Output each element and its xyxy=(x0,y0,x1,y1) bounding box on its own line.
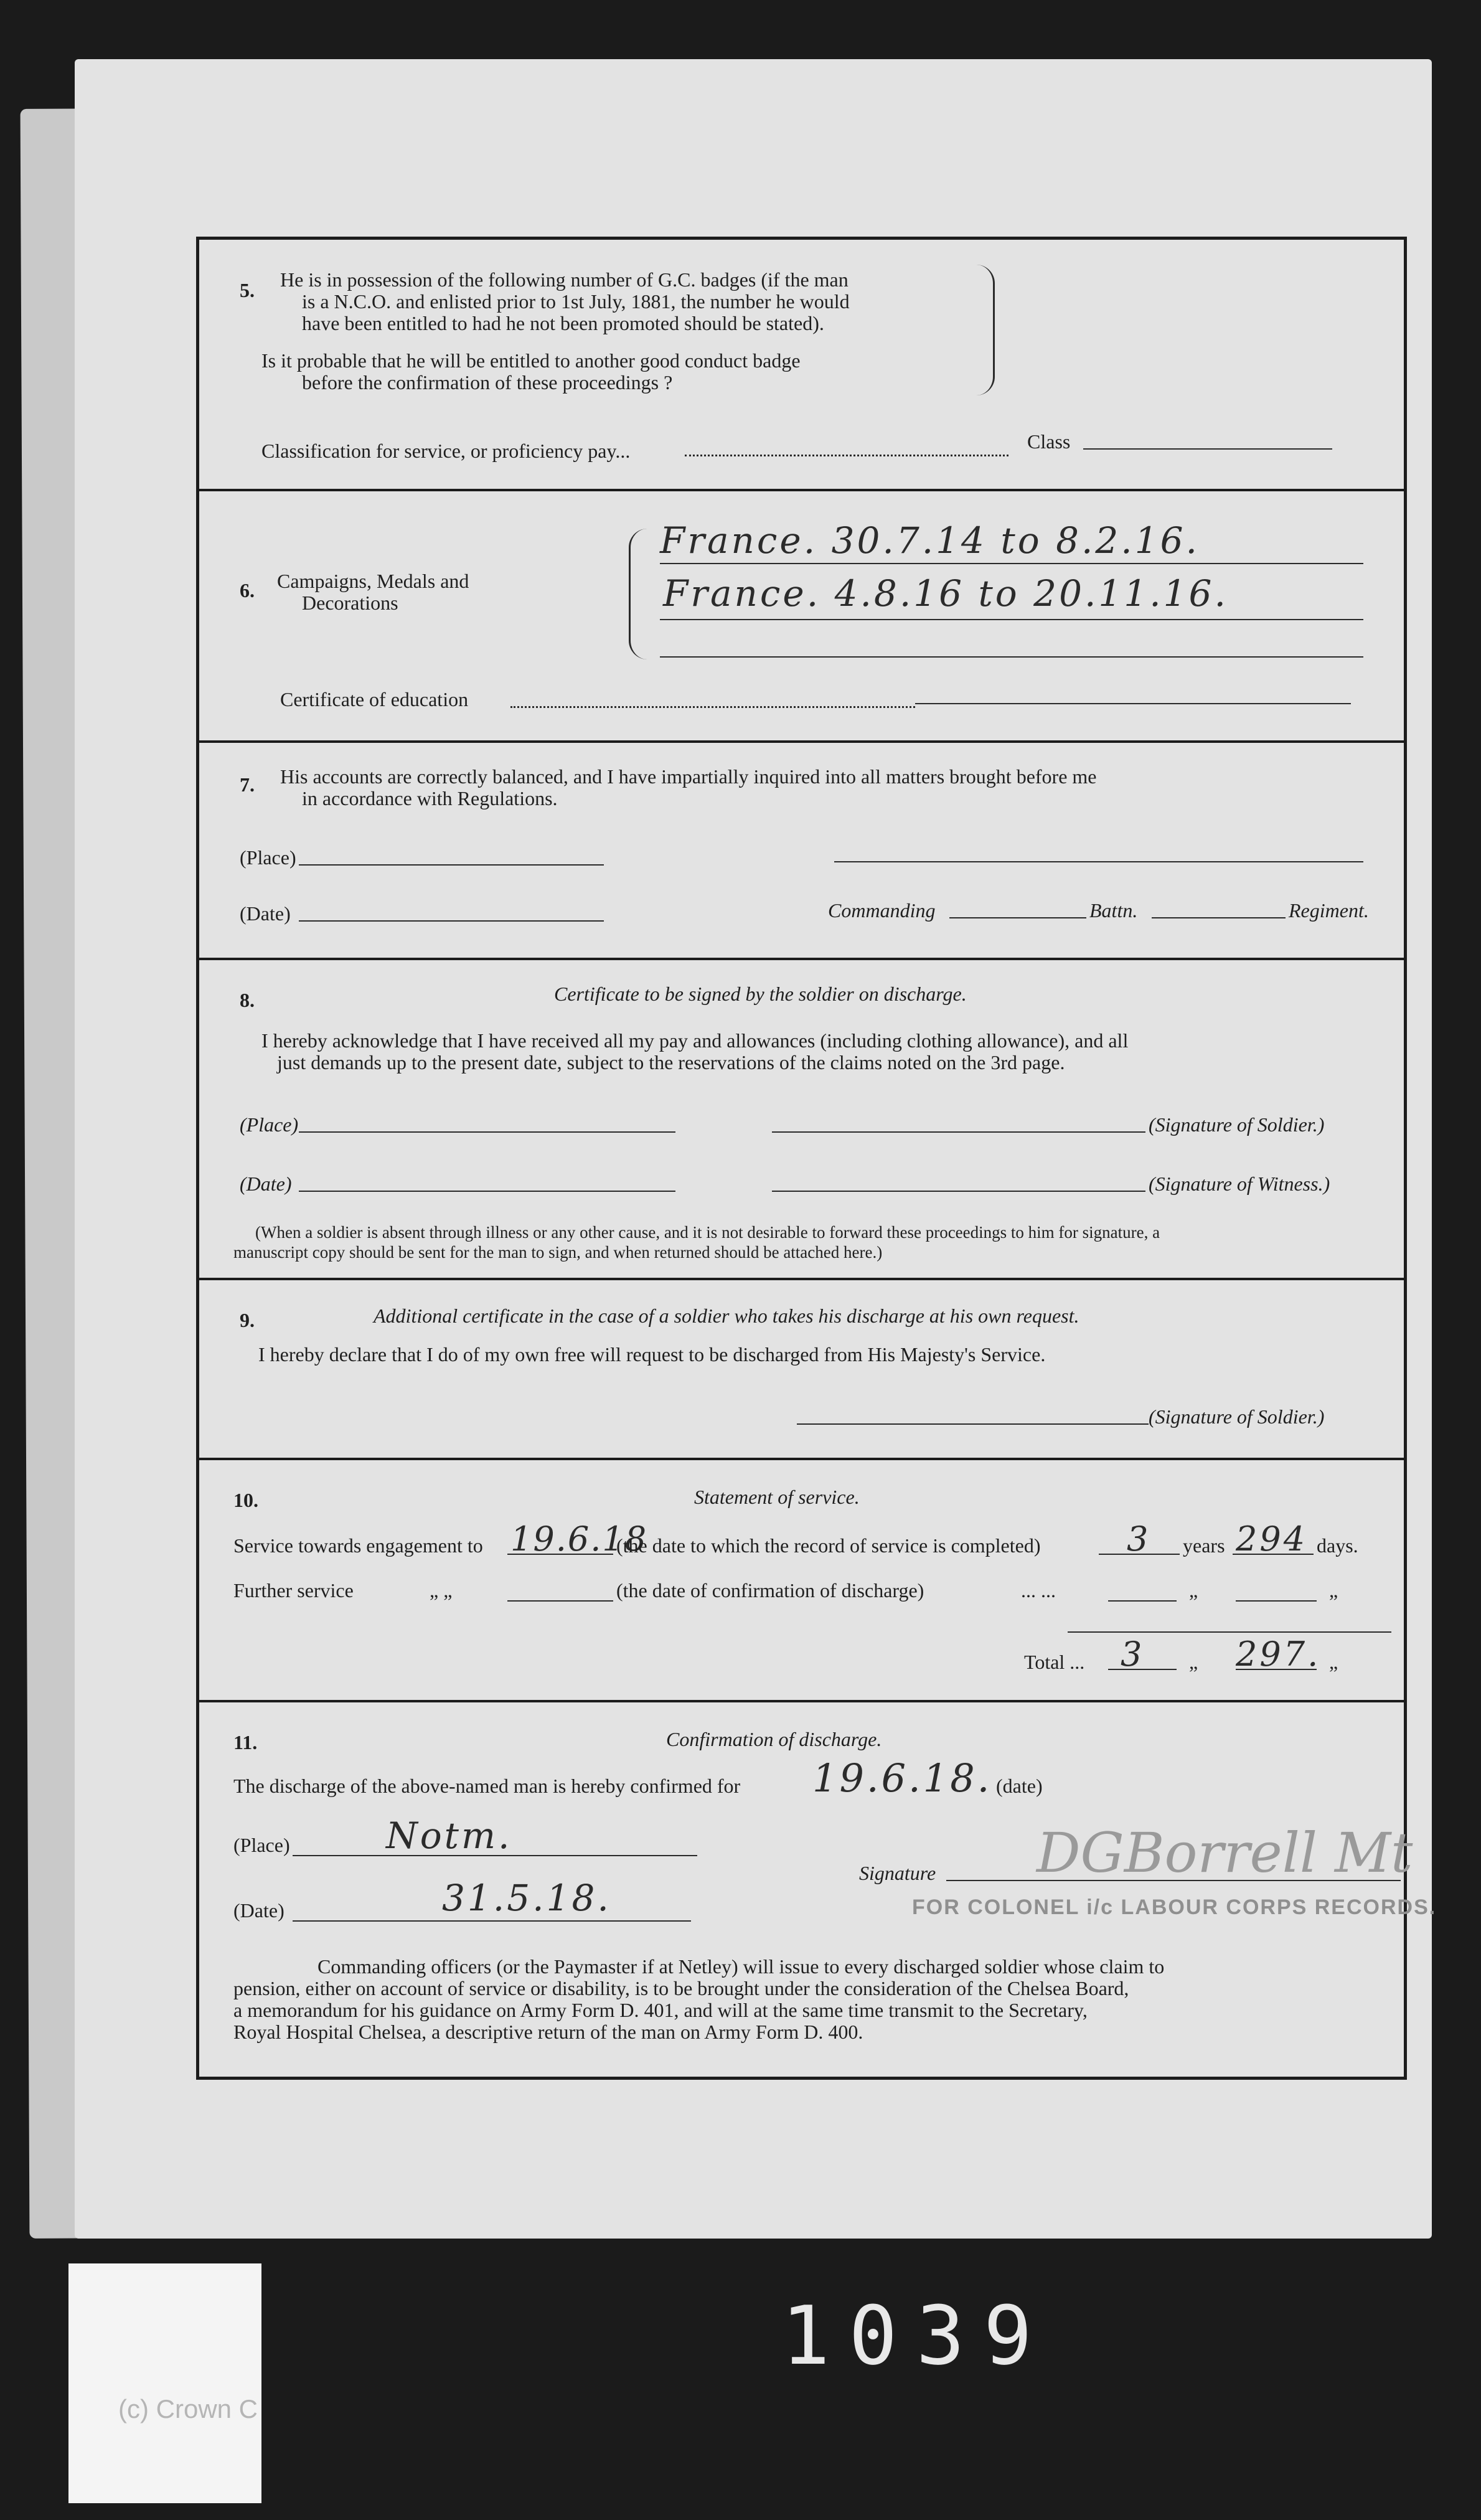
section-9 xyxy=(199,1280,1404,1460)
classification-label: Classification for service, or proficiency pay... xyxy=(261,440,631,462)
section-8-place-label: (Place) xyxy=(240,1113,299,1136)
total-days-quote: „ xyxy=(1329,1651,1338,1673)
section-11-place-label: (Place) xyxy=(233,1834,290,1856)
section-5-line-3: have been entitled to had he not been promoted should be stated). xyxy=(302,312,824,334)
section-5-line-5: before the confirmation of these proceedings ? xyxy=(302,371,673,394)
further-years-quote: „ xyxy=(1189,1579,1198,1602)
section-7-line-1: His accounts are correctly balanced, and I have impartially inquired into all matters brought before me xyxy=(280,765,1097,788)
folio-number: 1039 xyxy=(781,2288,1051,2383)
section-11-para-3: a memorandum for his guidance on Army Form D. 401, and will at the same time transmit to the Secretary, xyxy=(233,1999,1088,2021)
section-10-number: 10. xyxy=(233,1489,258,1511)
section-10 xyxy=(199,1460,1404,1702)
total-years-quote: „ xyxy=(1189,1651,1198,1673)
campaign-line-1 xyxy=(660,563,1363,564)
section-11-number: 11. xyxy=(233,1731,258,1753)
section-11-place-line xyxy=(293,1855,697,1856)
witness-signature-label: (Signature of Witness.) xyxy=(1149,1173,1330,1195)
battn-label: Battn. xyxy=(1089,899,1138,922)
section-11-para-2: pension, either on account of service or disability, is to be brought under the consideration of the Chelsea Board, xyxy=(233,1977,1129,1999)
total-years-value: 3 xyxy=(1121,1635,1145,1674)
section-8-number: 8. xyxy=(240,989,255,1011)
section-8-note-1: (When a soldier is absent through illness or any other cause, and it is not desirable to forward these proceedings to him for signature, a xyxy=(255,1223,1160,1242)
witness-signature-line xyxy=(772,1191,1145,1192)
battn-line xyxy=(949,917,1086,918)
section-8-line-2: just demands up to the present date, subject to the reservations of the claims noted on the 3rd page. xyxy=(277,1051,1065,1074)
section-11-place-value: Notm. xyxy=(386,1814,512,1857)
further-years-line xyxy=(1108,1600,1177,1602)
section-5-number: 5. xyxy=(240,279,255,301)
section-11-date-label: (Date) xyxy=(233,1899,284,1922)
total-days-line xyxy=(1236,1669,1317,1670)
total-label: Total ... xyxy=(1024,1651,1085,1673)
soldier-signature-label: (Signature of Soldier.) xyxy=(1149,1113,1325,1136)
section-9-number: 9. xyxy=(240,1309,255,1331)
section-9-heading: Additional certificate in the case of a soldier who takes his discharge at his own request. xyxy=(374,1305,1079,1327)
section-5-line-2: is a N.C.O. and enlisted prior to 1st July, 1881, the number he would xyxy=(302,290,850,313)
section-11-heading: Confirmation of discharge. xyxy=(666,1728,882,1750)
service-days-line xyxy=(1233,1554,1314,1555)
section-7 xyxy=(199,743,1404,960)
section-7-number: 7. xyxy=(240,773,255,796)
total-rule xyxy=(1068,1631,1391,1633)
section-6 xyxy=(199,491,1404,743)
service-years-line xyxy=(1099,1554,1180,1555)
section-7-place-line xyxy=(299,864,604,866)
section-7-date-label: (Date) xyxy=(240,902,291,925)
section-11-line-1: The discharge of the above-named man is hereby confirmed for xyxy=(233,1775,741,1797)
service-date-line xyxy=(507,1554,613,1555)
service-years-value: 3 xyxy=(1127,1519,1151,1559)
section-8-line-1: I hereby acknowledge that I have received all my pay and allowances (including clothing allowance), and all xyxy=(261,1029,1129,1052)
campaign-line-2 xyxy=(660,619,1363,620)
total-years-line xyxy=(1108,1669,1177,1670)
section-11-date-value: 31.5.18. xyxy=(442,1877,611,1919)
regiment-label: Regiment. xyxy=(1289,899,1369,922)
section-8-place-line xyxy=(299,1131,675,1133)
section-8-date-line xyxy=(299,1191,675,1192)
section-8-date-label: (Date) xyxy=(240,1173,292,1195)
section-11-date-line xyxy=(293,1920,691,1922)
copyright-watermark: (c) Crown C xyxy=(118,2394,258,2423)
section-5-line-4: Is it probable that he will be entitled to another good conduct badge xyxy=(261,349,801,372)
section-7-place-label: (Place) xyxy=(240,846,296,869)
further-days-line xyxy=(1236,1600,1317,1602)
further-days-quote: „ xyxy=(1329,1579,1338,1602)
regiment-line xyxy=(1152,917,1286,918)
section-11-para-4: Royal Hospital Chelsea, a descriptive return of the man on Army Form D. 400. xyxy=(233,2021,863,2043)
commanding-label: Commanding xyxy=(828,899,936,922)
classification-dots xyxy=(685,455,1008,456)
soldier-signature-line xyxy=(772,1131,1145,1133)
education-dots xyxy=(510,706,915,708)
section-7-line-2: in accordance with Regulations. xyxy=(302,787,558,809)
campaign-line-3 xyxy=(660,656,1363,658)
officer-signature: DGBorrell Mt xyxy=(1037,1821,1413,1885)
further-date-line xyxy=(507,1600,613,1602)
section-10-heading: Statement of service. xyxy=(694,1486,860,1508)
section-9-signature-label: (Signature of Soldier.) xyxy=(1149,1405,1325,1428)
years-label: years xyxy=(1183,1534,1225,1557)
section-8 xyxy=(199,960,1404,1280)
education-line xyxy=(915,703,1351,704)
service-days-value: 294 xyxy=(1236,1519,1308,1559)
signature-label: Signature xyxy=(859,1862,936,1884)
class-line xyxy=(1083,448,1332,450)
campaign-entry-1: France. 30.7.14 to 8.2.16. xyxy=(660,519,1200,562)
section-7-commanding-line xyxy=(834,861,1363,862)
section-9-signature-line xyxy=(797,1423,1149,1425)
section-6-label-2: Decorations xyxy=(302,592,398,614)
service-date-value: 19.6.18 xyxy=(510,1519,648,1559)
further-dots: ... ... xyxy=(1021,1579,1056,1602)
education-label: Certificate of education xyxy=(280,688,469,710)
further-mid-text: (the date of confirmation of discharge) xyxy=(616,1579,924,1602)
total-days-value: 297. xyxy=(1236,1635,1321,1674)
section-8-note-2: manuscript copy should be sent for the man to sign, and when returned should be attached here.) xyxy=(233,1243,883,1262)
section-5-brace xyxy=(974,265,995,395)
section-6-label-1: Campaigns, Medals and xyxy=(277,570,469,592)
section-6-number: 6. xyxy=(240,579,255,602)
section-11 xyxy=(199,1702,1437,2076)
records-stamp: FOR COLONEL i/c LABOUR CORPS RECORDS. xyxy=(912,1895,1437,1919)
section-5-line-1: He is in possession of the following number of G.C. badges (if the man xyxy=(280,268,849,291)
section-11-para-1: Commanding officers (or the Paymaster if at Netley) will issue to every discharged soldier whose claim to xyxy=(317,1955,1165,1978)
section-6-brace xyxy=(629,529,649,659)
campaign-entry-2: France. 4.8.16 to 20.11.16. xyxy=(663,572,1228,615)
section-8-heading: Certificate to be signed by the soldier on discharge. xyxy=(554,983,967,1005)
confirmed-date-suffix: (date) xyxy=(996,1775,1043,1797)
white-card xyxy=(68,2263,261,2503)
section-7-date-line xyxy=(299,920,604,922)
discharge-form xyxy=(196,237,1437,2080)
further-service-quotes: „ „ xyxy=(430,1579,453,1602)
further-service-label: Further service xyxy=(233,1579,354,1602)
days-label: days. xyxy=(1317,1534,1358,1557)
section-9-line-1: I hereby declare that I do of my own free will request to be discharged from His Majesty's Service. xyxy=(258,1343,1046,1366)
service-prefix: Service towards engagement to xyxy=(233,1534,483,1557)
confirmed-date-value: 19.6.18. xyxy=(812,1755,992,1801)
class-label: Class xyxy=(1027,430,1071,453)
service-mid-text: (the date to which the record of service is completed) xyxy=(616,1534,1041,1557)
section-5 xyxy=(199,240,1404,491)
